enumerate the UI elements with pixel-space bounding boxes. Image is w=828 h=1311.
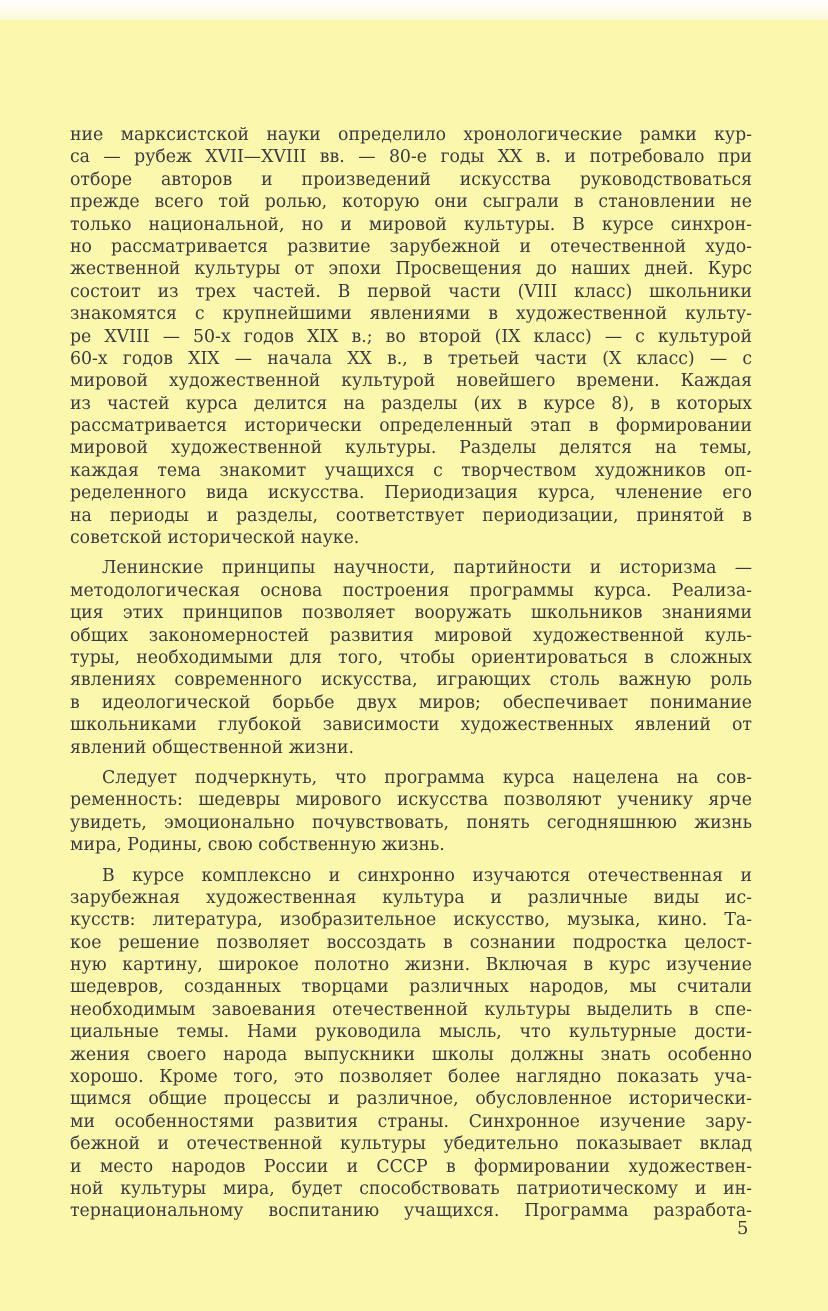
text-line: мировой художественной культуры. Разделы делятся на темы, [70, 438, 752, 459]
text-line: явлений общественной жизни. [70, 737, 355, 758]
paragraph [70, 767, 752, 857]
paragraph [70, 557, 752, 759]
text-line: зарубежная художественная культура и различные виды ис- [70, 887, 752, 908]
text-line: но рассматривается развитие зарубежной и отечественной худо- [70, 236, 752, 257]
text-line: ре XVIII — 50-х годов XIX в.; во второй (IX класс) — с культурой [70, 326, 752, 347]
text-line: щимся общие процессы и различное, обусловленное исторически- [70, 1089, 752, 1110]
text-line: бежной и отечественной культуры убедительно показывает вклад [70, 1134, 752, 1155]
text-line: и место народов России и СССР в формировании художествен- [70, 1156, 752, 1177]
text-line: из частей курса делится на разделы (их в курсе 8), в которых [70, 393, 752, 414]
text-line: са — рубеж XVII—XVIII вв. — 80-е годы XX в. и потребовало при [70, 147, 752, 168]
text-line: ция этих принципов позволяет вооружать школьников знаниями [70, 603, 752, 624]
paragraph [70, 124, 752, 549]
paragraph [70, 865, 752, 1223]
text-line: ной культуры мира, будет способствовать патриотическому и ин- [70, 1178, 752, 1199]
text-line: методологическая основа построения программы курса. Реализа- [70, 580, 752, 601]
text-line: ределенного вида искусства. Периодизация курса, членение его [70, 483, 752, 504]
text-line: отборе авторов и произведений искусства руководствоваться [70, 169, 752, 190]
text-line: кое решение позволяет воссоздать в сознании подростка целост- [70, 932, 752, 953]
text-line: тернациональному воспитанию учащихся. Программа разработа- [70, 1201, 752, 1222]
text-line: только национальной, но и мировой культуры. В курсе синхрон- [70, 214, 752, 235]
text-line: явлениях современного искусства, играющих столь важную роль [70, 670, 752, 691]
text-line: хорошо. Кроме того, это позволяет более наглядно показать уча- [70, 1067, 752, 1088]
text-line: ние марксистской науки определило хронологические рамки кур- [70, 125, 752, 145]
scan-top-edge [0, 0, 828, 20]
text-line: циальные темы. Нами руководила мысль, что культурные дости- [70, 1022, 752, 1043]
text-line: знакомятся с крупнейшими явлениями в художественной культу- [70, 304, 752, 325]
text-line: состоит из трех частей. В первой части (VIII класс) школьники [70, 281, 752, 302]
text-line: жения своего народа выпускники школы должны знать особенно [70, 1044, 752, 1065]
text-line: необходимым завоевания отечественной культуры выделить в спе- [70, 999, 752, 1020]
text-line: кусств: литература, изобразительное искусство, музыка, кино. Та- [70, 910, 752, 931]
text-line: рассматривается исторически определенный этап в формировании [70, 416, 752, 437]
text-line: школьниками глубокой зависимости художественных явлений от [70, 715, 752, 736]
text-line: В курсе комплексно и синхронно изучаются отечественная и [102, 865, 752, 886]
text-line: туры, необходимыми для того, чтобы ориентироваться в сложных [70, 647, 752, 668]
text-line: Следует подчеркнуть, что программа курса нацелена на сов- [102, 767, 752, 788]
text-line: ми особенностями развития страны. Синхронное изучение зару- [70, 1111, 752, 1132]
text-line: каждая тема знакомит учащихся с творчеством художников оп- [70, 460, 752, 481]
text-line: прежде всего той ролью, которую они сыграли в становлении не [70, 192, 752, 213]
text-line: жественной культуры от эпохи Просвещения до наших дней. Курс [70, 259, 752, 280]
text-line: 60-х годов XIX — начала XX в., в третьей части (X класс) — с [70, 348, 752, 369]
text-line: в идеологической борьбе двух миров; обеспечивает понимание [70, 692, 752, 713]
page-number: 5 [737, 1218, 749, 1239]
text-line: увидеть, эмоционально почувствовать, понять сегодняшнюю жизнь [70, 812, 752, 833]
text-line: ременность: шедевры мирового искусства позволяют ученику ярче [70, 790, 752, 811]
text-line: мировой художественной культурой новейшего времени. Каждая [70, 371, 752, 392]
text-line: общих закономерностей развития мировой художественной куль- [70, 625, 752, 646]
text-line: на периоды и разделы, соответствует периодизации, принятой в [70, 505, 752, 526]
text-line: Ленинские принципы научности, партийности и историзма — [102, 558, 752, 579]
body-text [70, 124, 752, 1223]
text-line: ную картину, широкое полотно жизни. Включая в курс изучение [70, 955, 752, 976]
text-line: мира, Родины, свою собственную жизнь. [70, 835, 445, 856]
text-line: советской исторической науке. [70, 528, 360, 549]
text-line: шедевров, созданных творцами различных народов, мы считали [70, 977, 752, 998]
